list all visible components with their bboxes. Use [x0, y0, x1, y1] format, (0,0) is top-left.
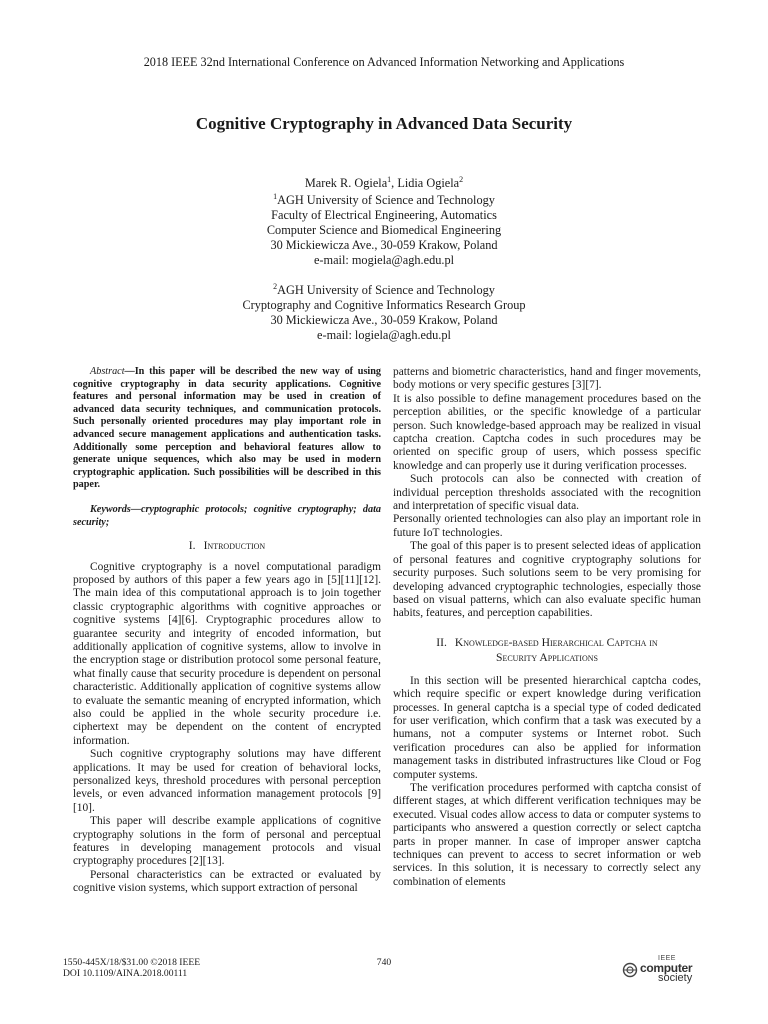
- affiliation-2: [0, 283, 768, 343]
- author-1-name: Marek R. Ogiela: [304, 176, 388, 190]
- affiliation-1-line2: Faculty of Electrical Engineering, Automatics: [271, 208, 497, 222]
- keywords: [73, 504, 381, 529]
- affiliation-1-line4: 30 Mickiewicza Ave., 30-059 Krakow, Poland: [270, 238, 498, 252]
- keywords-label: Keywords: [90, 503, 131, 515]
- author-1-sup: 1: [387, 175, 392, 184]
- affiliation-2-email: e-mail: logiela@agh.edu.pl: [317, 328, 451, 342]
- intro-paragraph-2: Such cognitive cryptography solutions may have different applications. It may be used for creation of behavioral locks, personalized keys, threshold procedures with personal perception levels, or even advanced information management protocols [9][10].: [73, 748, 381, 814]
- intro-paragraph-4: Personal characteristics can be extracted or evaluated by cognitive vision systems, which support extraction of personal: [73, 868, 381, 895]
- affiliation-1-sup: 1: [273, 192, 278, 201]
- abstract-text: In this paper will be described the new way of using cognitive cryptography in data security applications. Cognitive features and personal information may be used in creation of advanced data security techniques, and communication protocols. Such personally oriented procedures may play important role in advanced secure management applications and authentication tasks. Additionally some perception and behavioral features allow to generate unique sequences, which also may be used in modern cryptographic application. Such possibilities will be described in this paper.: [73, 366, 381, 491]
- intro-continuation-5: The goal of this paper is to present selected ideas of application of personal features and cognitive cryptography solutions for security purposes. Such solutions seem to be very promising for developing advanced cryptographic technologies, especially those based on visual patterns, which can also evaluate specific human habits, features, and perception capabilities.: [393, 540, 701, 620]
- intro-paragraph-3: This paper will describe example applications of cognitive cryptography solutions in the form of personal and perceptual features in developing management protocols and visual cryptography procedures [2][13].: [73, 815, 381, 868]
- section-1-title: Introduction: [203, 539, 266, 553]
- author-block: [0, 176, 768, 343]
- affiliation-2-line3: 30 Mickiewicza Ave., 30-059 Krakow, Poland: [270, 313, 498, 327]
- conference-header: 2018 IEEE 32nd International Conference on Advanced Information Networking and Applications: [143, 55, 625, 69]
- footer-doi: DOI 10.1109/AINA.2018.00111: [63, 968, 188, 979]
- section-1-number: I.: [188, 539, 196, 553]
- keywords-dash: —: [130, 503, 141, 515]
- section-1-heading: [73, 539, 381, 552]
- section-2-paragraph-1: In this section will be presented hierarchical captcha codes, which require specific or expert knowledge during verification processes. In general captcha is a special type of coded dedicated for user verification, which confirm that a task was executed by a humans, not a computer systems or Internet robot. Such verification procedures can also be applied for information management tasks in distributed infrastructures like Cloud or Fog computer systems.: [393, 674, 701, 781]
- section-2-title-line1: Knowledge-based Hierarchical Captcha in: [454, 635, 658, 649]
- section-2-paragraph-2: The verification procedures performed with captcha consist of different stages, at which different verification techniques may be executed. Visual codes allow access to data or computer systems to participants who answered a question correctly or select captcha parts in proper manner. In case of improper answer captcha techniques can prevent to access to secret information or web services. In this solution, it is necessary to correctly select any combination of elements: [393, 781, 701, 888]
- intro-paragraph-1: Cognitive cryptography is a novel computational paradigm proposed by authors of this paper a few years ago in [5][11][12]. The main idea of this computational approach is to join together classic cryptographic algorithms with cognitive approaches or cognitive systems [4][6]. Cryptographic procedures allow to guarantee security and integrity of encoded information, but additionally application of cognitive systems, allow to involve in the encryption stage or distribution protocol some personal feature, what finally cause that security procedure is dependent on personal characteristic. Additionally application of cognitive systems allow to evaluate the semantic meaning of encrypted information, which also could be applied in the whole security procedure i.e. ciphertext may be dependent on the content of encrypted information.: [73, 560, 381, 747]
- intro-continuation-3: Such protocols can also be connected with creation of individual perception thresholds associated with the recognition and interpretation of specific visual data.: [393, 473, 701, 513]
- abstract-dash: —: [124, 366, 135, 377]
- affiliation-2-line2: Cryptography and Cognitive Informatics Research Group: [242, 298, 526, 312]
- logo-computer-text: computer: [640, 961, 693, 975]
- logo-society-text: society: [658, 972, 693, 984]
- affiliation-2-line1: AGH University of Science and Technology: [277, 283, 495, 297]
- page-number: 740: [376, 957, 392, 968]
- affiliation-1-line3: Computer Science and Biomedical Engineering: [266, 223, 502, 237]
- section-2-title-line2: Security Applications: [496, 650, 598, 664]
- author-2-sup: 2: [459, 175, 464, 184]
- intro-continuation-2: It is also possible to define management procedures based on the perception abilities, or the specific knowledge of a particular person. Such knowledge-based approach may be realized in visual captcha creation. Captcha codes in such procedures may be oriented on specific group of users, which possess specific knowledge and can properly use it during verification processes.: [393, 392, 701, 472]
- keywords-text: cryptographic protocols; cognitive cryptography; data security;: [73, 503, 381, 528]
- section-2-heading: [393, 635, 701, 665]
- affiliation-2-sup: 2: [273, 282, 278, 291]
- left-column: [73, 366, 381, 896]
- paper-title: Cognitive Cryptography in Advanced Data Security: [195, 114, 573, 133]
- affiliation-1: [0, 193, 768, 268]
- footer-issn: 1550-445X/18/$31.00 ©2018 IEEE: [63, 957, 201, 968]
- affiliation-1-email: e-mail: mogiela@agh.edu.pl: [313, 253, 455, 267]
- intro-continuation-4: Personally oriented technologies can also play an important role in future IoT technologies.: [393, 513, 701, 539]
- abstract-label: Abstract: [90, 366, 125, 377]
- right-column: [393, 366, 701, 889]
- affiliation-1-line1: AGH University of Science and Technology: [277, 193, 495, 207]
- logo-ieee-text: IEEE: [658, 955, 676, 962]
- author-names: Marek R. Ogiela$^1$, Lidia Ogiela$^2$: [304, 175, 464, 190]
- abstract: [73, 366, 381, 492]
- ieee-computer-society-logo-icon: [622, 962, 638, 978]
- ieee-computer-society-logo: [622, 955, 702, 985]
- author-2-name: Lidia Ogiela: [397, 176, 460, 190]
- section-2-number: II.: [436, 635, 447, 649]
- intro-continuation-1: patterns and biometric characteristics, hand and finger movements, body motions or very specific gestures [3][7].: [393, 366, 701, 392]
